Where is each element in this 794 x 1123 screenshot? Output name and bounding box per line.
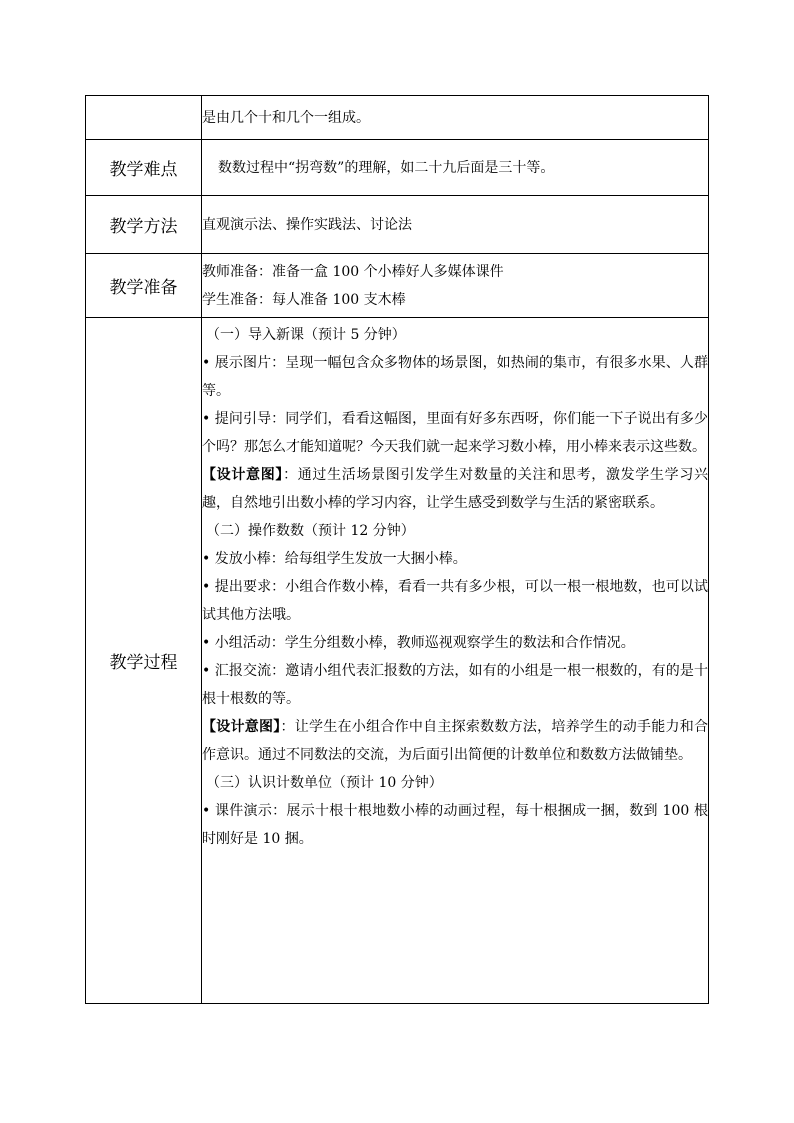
- content-line: 教师准备：准备一盒 100 个小棒好人多媒体课件: [202, 263, 504, 280]
- content-line: 数数过程中“拐弯数”的理解，如二十九后面是三十等。: [218, 159, 555, 176]
- design-intent-text: ：通过生活场景图引发学生对数量的关注和思考，激发学生学习兴趣，自然地引出数小棒的学习内容，让学生感受到数学与生活的紧密联系。: [202, 467, 709, 511]
- row-label: [86, 96, 202, 140]
- bullet-paragraph: • 汇报交流：邀请小组代表汇报数的方法，如有的小组是一根一根数的，有的是十根十根数的等。: [202, 663, 708, 707]
- row-content: [202, 196, 709, 254]
- row-label: 教学方法: [86, 196, 202, 254]
- table-row: [86, 140, 709, 196]
- design-intent-text: ：让学生在小组合作中自主探索数数方法，培养学生的动手能力和合作意识。通过不同数法的交流，为后面引出简便的计数单位和数数方法做铺垫。: [202, 719, 709, 763]
- row-label: 教学准备: [86, 254, 202, 318]
- content-line: 是由几个十和几个一组成。: [202, 109, 370, 126]
- row-content: [202, 254, 709, 318]
- process-content: [202, 318, 709, 1004]
- design-intent: [202, 713, 708, 769]
- table-row: [86, 318, 709, 1004]
- bullet-paragraph: • 展示图片：呈现一幅包含众多物体的场景图，如热闹的集市，有很多水果、人群等。: [202, 355, 708, 399]
- table-row: [86, 254, 709, 318]
- design-intent-tag: 【设计意图】: [202, 719, 281, 735]
- section-heading: （三）认识计数单位（预计 10 分钟）: [206, 775, 443, 791]
- row-content: [202, 96, 709, 140]
- section-heading: （二）操作数数（预计 12 分钟）: [206, 523, 415, 539]
- design-intent-tag: 【设计意图】: [202, 467, 284, 483]
- bullet-paragraph: • 提问引导：同学们，看看这幅图，里面有好多东西呀，你们能一下子说出有多少个吗？那怎么才能知道呢？今天我们就一起来学习数小棒，用小棒来表示这些数。: [202, 411, 708, 455]
- bullet-paragraph: • 课件演示：展示十根十根地数小棒的动画过程，每十根捆成一捆，数到 100 根时刚好是 10 捆。: [202, 803, 708, 847]
- row-content: [202, 140, 709, 196]
- row-label: 教学过程: [86, 318, 202, 1004]
- table-row: [86, 96, 709, 140]
- bullet-paragraph: • 小组活动：学生分组数小棒，教师巡视观察学生的数法和合作情况。: [202, 635, 635, 651]
- lesson-plan-table: [85, 95, 709, 1004]
- row-label: 教学难点: [86, 140, 202, 196]
- content-line: 学生准备：每人准备 100 支木棒: [202, 291, 406, 308]
- bullet-paragraph: • 发放小棒：给每组学生发放一大捆小棒。: [202, 551, 467, 567]
- content-line: 直观演示法、操作实践法、讨论法: [202, 216, 412, 233]
- table-row: [86, 196, 709, 254]
- design-intent: [202, 461, 708, 517]
- bullet-paragraph: • 提出要求：小组合作数小棒，看看一共有多少根，可以一根一根地数，也可以试试其他方法哦。: [202, 579, 708, 623]
- section-heading: （一）导入新课（预计 5 分钟）: [206, 327, 406, 343]
